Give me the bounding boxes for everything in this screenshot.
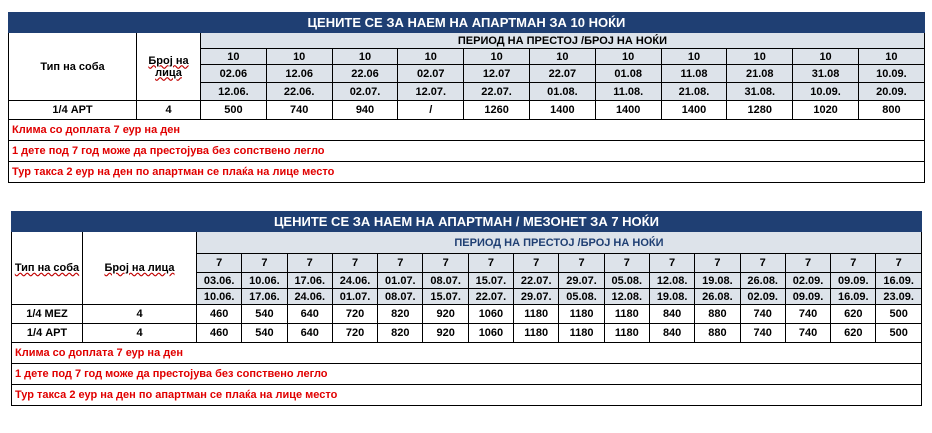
- note-text: Клима со доплата 7 еур на ден: [9, 120, 925, 141]
- nights-cell: 7: [468, 254, 513, 273]
- nights-cell: 10: [266, 49, 332, 65]
- note-text: 1 дете под 7 год може да престојува без сопствено легло: [9, 141, 925, 162]
- nights-cell: 10: [529, 49, 595, 65]
- price-cell: 460: [197, 305, 242, 324]
- date-from-cell: 31.08: [793, 65, 859, 83]
- price-cell: 720: [332, 324, 377, 343]
- date-to-cell: 01.07.: [332, 289, 377, 305]
- nights-cell: 10: [332, 49, 398, 65]
- date-from-cell: 09.09.: [831, 273, 876, 289]
- date-from-cell: 22.07: [529, 65, 595, 83]
- price-cell: 1400: [661, 101, 727, 120]
- price-cell: 940: [332, 101, 398, 120]
- price-cell: 880: [695, 324, 740, 343]
- note-text: 1 дете под 7 год може да престојува без сопствено легло: [12, 364, 922, 385]
- price-cell: 620: [831, 324, 876, 343]
- price-cell: 1020: [793, 101, 859, 120]
- persons-header-text: Број на лица: [104, 262, 175, 274]
- note-row: [9, 141, 925, 162]
- note-row: [9, 120, 925, 141]
- persons-cell: 4: [137, 101, 201, 120]
- note-row: [12, 364, 922, 385]
- price-cell: 1180: [604, 324, 649, 343]
- nights-cell: 10: [464, 49, 530, 65]
- price-cell: 620: [831, 305, 876, 324]
- note-row: [9, 162, 925, 183]
- date-from-cell: 22.07.: [514, 273, 559, 289]
- date-to-cell: 02.07.: [332, 83, 398, 101]
- nights-cell: 7: [740, 254, 785, 273]
- persons-header-line1: Број на: [148, 54, 189, 67]
- persons-header-line2: лица: [155, 66, 182, 79]
- nights-cell: 7: [604, 254, 649, 273]
- nights-cell: 7: [831, 254, 876, 273]
- price-cell: 740: [266, 101, 332, 120]
- date-from-cell: 22.06: [332, 65, 398, 83]
- price-cell: 540: [242, 305, 287, 324]
- price-cell: 1180: [604, 305, 649, 324]
- date-from-cell: 21.08: [727, 65, 793, 83]
- date-from-cell: 12.06: [266, 65, 332, 83]
- date-from-cell: 10.06.: [242, 273, 287, 289]
- nights-cell: 10: [398, 49, 464, 65]
- date-from-cell: 01.08: [595, 65, 661, 83]
- price-cell: 840: [649, 324, 694, 343]
- date-to-cell: 20.09.: [858, 83, 924, 101]
- date-to-cell: 29.07.: [514, 289, 559, 305]
- date-from-cell: 24.06.: [332, 273, 377, 289]
- date-from-cell: 11.08: [661, 65, 727, 83]
- price-cell: /: [398, 101, 464, 120]
- price-cell: 740: [785, 324, 830, 343]
- period-header: ПЕРИОД НА ПРЕСТОЈ /БРОЈ НА НОЌИ: [197, 232, 922, 254]
- nights-cell: 7: [332, 254, 377, 273]
- note-text: Тур такса 2 еур на ден по апартман се плаќа на лице место: [9, 162, 925, 183]
- date-to-cell: 12.08.: [604, 289, 649, 305]
- nights-cell: 7: [559, 254, 604, 273]
- date-to-cell: 10.09.: [793, 83, 859, 101]
- price-cell: 500: [876, 305, 921, 324]
- date-to-cell: 22.07.: [468, 289, 513, 305]
- price-cell: 820: [378, 305, 423, 324]
- persons-cell: 4: [83, 324, 197, 343]
- price-cell: 740: [785, 305, 830, 324]
- date-to-cell: 19.08.: [649, 289, 694, 305]
- date-to-cell: 16.09.: [831, 289, 876, 305]
- price-cell: 1180: [559, 324, 604, 343]
- price-table-7-nights: [11, 211, 922, 406]
- price-cell: 1180: [514, 324, 559, 343]
- date-from-cell: 10.09.: [858, 65, 924, 83]
- date-to-cell: 12.06.: [201, 83, 267, 101]
- nights-cell: 7: [649, 254, 694, 273]
- price-cell: 1060: [468, 324, 513, 343]
- date-to-cell: 23.09.: [876, 289, 921, 305]
- date-to-cell: 22.06.: [266, 83, 332, 101]
- note-row: [12, 385, 922, 406]
- price-cell: 1180: [559, 305, 604, 324]
- date-from-cell: 26.08.: [740, 273, 785, 289]
- date-from-cell: 03.06.: [197, 273, 242, 289]
- persons-header: [83, 232, 197, 305]
- price-cell: 1260: [464, 101, 530, 120]
- date-to-cell: 05.08.: [559, 289, 604, 305]
- date-to-cell: 08.07.: [378, 289, 423, 305]
- price-cell: 880: [695, 305, 740, 324]
- note-row: [12, 343, 922, 364]
- date-from-cell: 17.06.: [287, 273, 332, 289]
- nights-cell: 10: [661, 49, 727, 65]
- date-from-cell: 16.09.: [876, 273, 921, 289]
- nights-cell: 7: [287, 254, 332, 273]
- price-cell: 1060: [468, 305, 513, 324]
- nights-cell: 7: [876, 254, 921, 273]
- table-row: [9, 101, 925, 120]
- price-cell: 640: [287, 305, 332, 324]
- date-to-cell: 01.08.: [529, 83, 595, 101]
- nights-cell: 10: [793, 49, 859, 65]
- price-cell: 1180: [514, 305, 559, 324]
- price-cell: 720: [332, 305, 377, 324]
- price-cell: 460: [197, 324, 242, 343]
- date-to-cell: 11.08.: [595, 83, 661, 101]
- date-from-cell: 12.08.: [649, 273, 694, 289]
- persons-header: [137, 33, 201, 101]
- nights-cell: 10: [201, 49, 267, 65]
- date-from-cell: 15.07.: [468, 273, 513, 289]
- room-type-cell: 1/4 MEZ: [12, 305, 83, 324]
- date-to-cell: 31.08.: [727, 83, 793, 101]
- price-cell: 920: [423, 305, 468, 324]
- table-row: [12, 324, 922, 343]
- price-cell: 500: [201, 101, 267, 120]
- price-cell: 840: [649, 305, 694, 324]
- date-to-cell: 15.07.: [423, 289, 468, 305]
- date-from-cell: 19.08.: [695, 273, 740, 289]
- nights-cell: 10: [595, 49, 661, 65]
- price-cell: 740: [740, 305, 785, 324]
- price-cell: 1280: [727, 101, 793, 120]
- date-to-cell: 26.08.: [695, 289, 740, 305]
- date-from-cell: 02.09.: [785, 273, 830, 289]
- price-table-10-nights: [8, 12, 925, 183]
- price-cell: 800: [858, 101, 924, 120]
- table-title: ЦЕНИТЕ СЕ ЗА НАЕМ НА АПАРТМАН ЗА 10 НОЌИ: [9, 13, 925, 33]
- date-from-cell: 02.07: [398, 65, 464, 83]
- price-cell: 500: [876, 324, 921, 343]
- price-cell: 920: [423, 324, 468, 343]
- date-from-cell: 08.07.: [423, 273, 468, 289]
- nights-cell: 7: [785, 254, 830, 273]
- date-from-cell: 01.07.: [378, 273, 423, 289]
- date-to-cell: 17.06.: [242, 289, 287, 305]
- nights-cell: 7: [514, 254, 559, 273]
- price-cell: 740: [740, 324, 785, 343]
- table-row: [12, 305, 922, 324]
- room-type-header: [12, 232, 83, 305]
- date-to-cell: 24.06.: [287, 289, 332, 305]
- price-cell: 540: [242, 324, 287, 343]
- room-type-header: Тип на соба: [9, 33, 137, 101]
- price-cell: 1400: [529, 101, 595, 120]
- price-cell: 640: [287, 324, 332, 343]
- nights-cell: 10: [858, 49, 924, 65]
- date-from-cell: 12.07: [464, 65, 530, 83]
- date-to-cell: 09.09.: [785, 289, 830, 305]
- nights-cell: 7: [242, 254, 287, 273]
- note-text: Тур такса 2 еур на ден по апартман се плаќа на лице место: [12, 385, 922, 406]
- room-type-cell: 1/4 АРТ: [9, 101, 137, 120]
- persons-cell: 4: [83, 305, 197, 324]
- date-from-cell: 29.07.: [559, 273, 604, 289]
- room-type-cell: 1/4 АРТ: [12, 324, 83, 343]
- period-header: ПЕРИОД НА ПРЕСТОЈ /БРОЈ НА НОЌИ: [201, 33, 925, 49]
- date-to-cell: 02.09.: [740, 289, 785, 305]
- date-to-cell: 12.07.: [398, 83, 464, 101]
- date-to-cell: 22.07.: [464, 83, 530, 101]
- date-to-cell: 10.06.: [197, 289, 242, 305]
- nights-cell: 7: [197, 254, 242, 273]
- table-title: ЦЕНИТЕ СЕ ЗА НАЕМ НА АПАРТМАН / МЕЗОНЕТ ЗА 7 НОЌИ: [12, 212, 922, 232]
- note-text: Клима со доплата 7 еур на ден: [12, 343, 922, 364]
- price-cell: 820: [378, 324, 423, 343]
- nights-cell: 7: [695, 254, 740, 273]
- table-title-row: [12, 212, 922, 232]
- nights-cell: 7: [423, 254, 468, 273]
- date-from-cell: 05.08.: [604, 273, 649, 289]
- table-title-row: [9, 13, 925, 33]
- date-from-cell: 02.06: [201, 65, 267, 83]
- price-cell: 1400: [595, 101, 661, 120]
- date-to-cell: 21.08.: [661, 83, 727, 101]
- nights-cell: 7: [378, 254, 423, 273]
- room-type-header-text: Тип на соба: [14, 262, 80, 274]
- nights-cell: 10: [727, 49, 793, 65]
